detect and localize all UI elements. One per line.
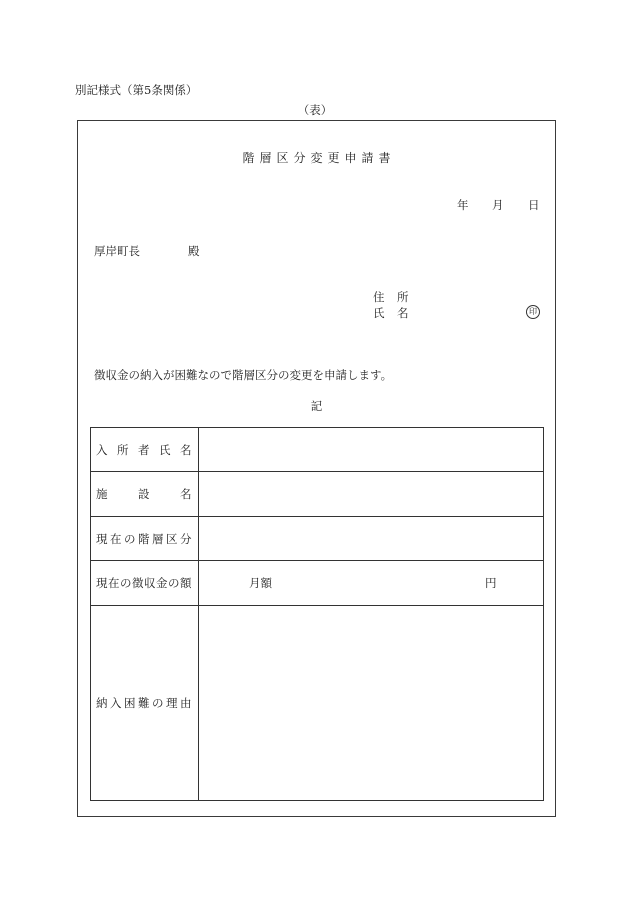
facility-name-value-cell <box>199 472 544 517</box>
notation-heading: 記 <box>310 399 323 413</box>
row-label-cell <box>91 561 199 606</box>
resident-name-label: 入所者氏名 <box>96 442 201 457</box>
payment-difficulty-reason-value-cell <box>199 606 544 801</box>
side-label: （表） <box>297 103 333 117</box>
detail-table <box>90 427 544 801</box>
addressee-name: 厚岸町長 <box>94 244 140 258</box>
table-row <box>91 517 544 561</box>
applicant-name-label: 氏名 <box>373 306 421 320</box>
resident-name-value-cell <box>199 428 544 472</box>
applicant-address-label: 住所 <box>373 290 421 304</box>
date-month-label: 月 <box>492 198 504 212</box>
row-label-cell <box>91 606 199 801</box>
form-title: 階層区分変更申請書 <box>242 151 396 165</box>
table-row <box>91 606 544 801</box>
row-label-cell <box>91 428 199 472</box>
current-fee-value-cell <box>199 561 544 606</box>
monthly-amount-label: 月額 <box>249 576 272 590</box>
current-tier-label: 現在の階層区分 <box>96 531 194 546</box>
payment-difficulty-reason-label: 納入困難の理由 <box>96 696 194 710</box>
row-label-cell <box>91 472 222 517</box>
table-row <box>91 472 544 517</box>
yen-unit-label: 円 <box>485 576 497 590</box>
application-form <box>77 120 556 817</box>
date-day-label: 日 <box>528 198 540 212</box>
seal-mark-icon: 印 <box>526 305 540 319</box>
addressee-honorific: 殿 <box>188 244 200 258</box>
date-year-label: 年 <box>457 198 469 212</box>
current-tier-value-cell <box>199 517 544 561</box>
form-reference-note: 別記様式（第5条関係） <box>75 83 198 97</box>
facility-name-label: 施設名 <box>96 487 222 501</box>
table-row <box>91 561 544 606</box>
application-statement: 徴収金の納入が困難なので階層区分の変更を申請します。 <box>94 368 393 382</box>
table-row <box>91 428 544 472</box>
current-fee-label: 現在の徴収金の額 <box>96 576 192 590</box>
row-label-cell <box>91 517 199 561</box>
